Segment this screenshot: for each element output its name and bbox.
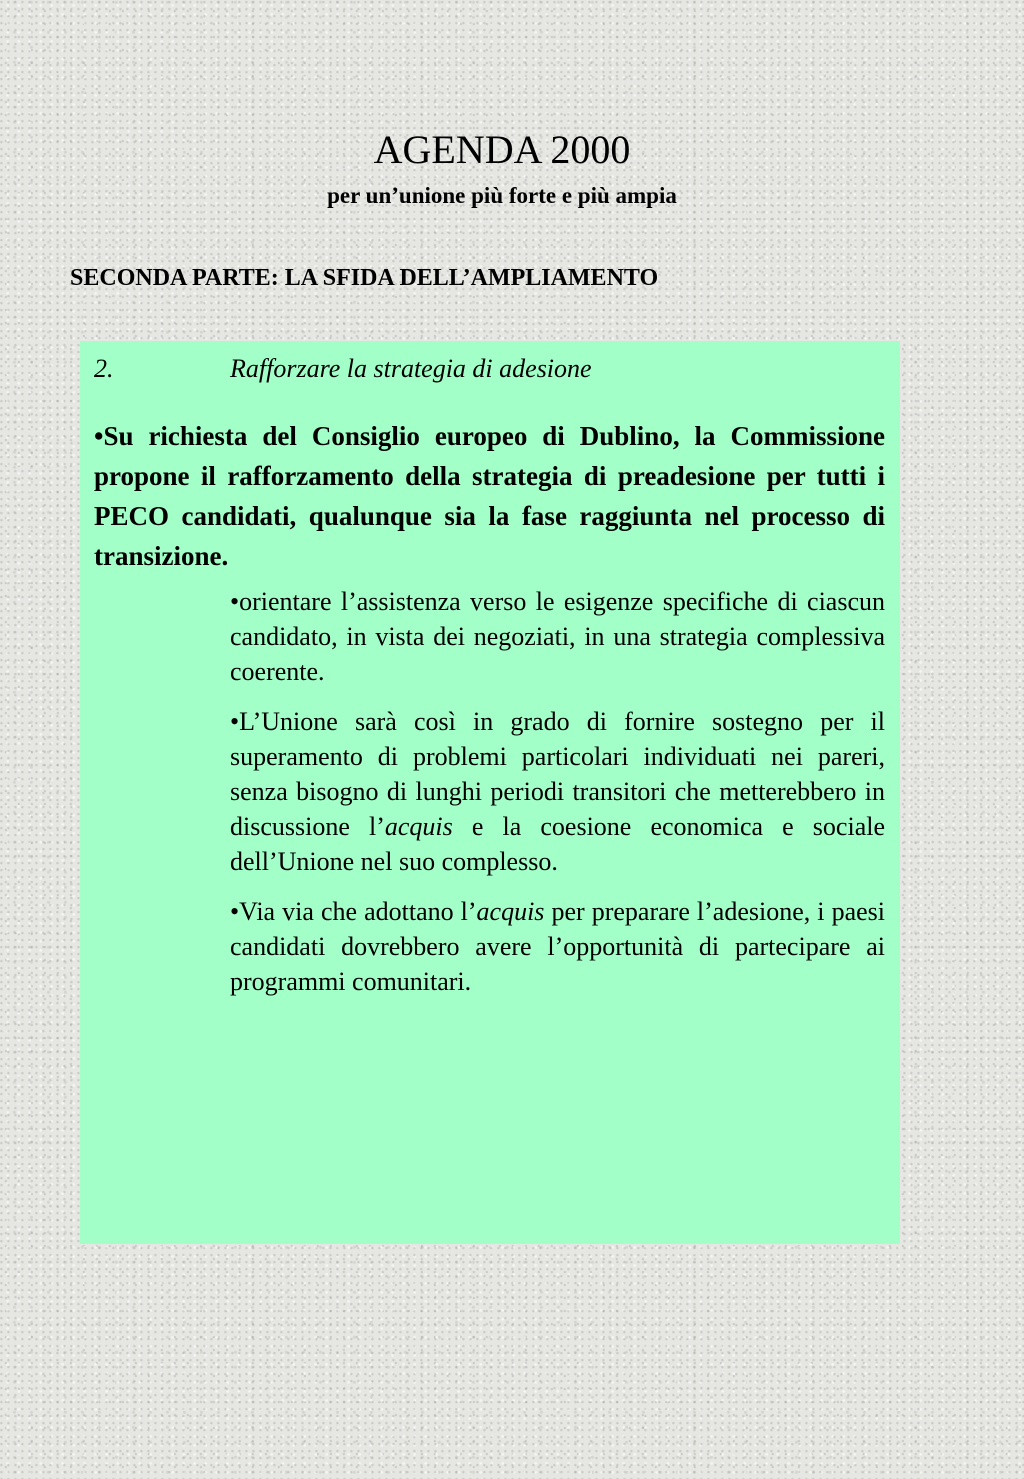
bullet-item xyxy=(230,894,885,999)
bullet-text: Via via che adottano l’ xyxy=(239,897,477,926)
section-title: Rafforzare la strategia di adesione xyxy=(230,354,592,383)
bullet-text-continued: per preparare l’adesione, i paesi candidati dovrebbero avere l’opportunità di partecipare ai programmi comunitari. xyxy=(230,897,886,996)
lead-paragraph xyxy=(94,416,885,576)
bullet-item xyxy=(230,584,885,689)
bullet-text: orientare l’assistenza verso le esigenze specifiche di ciascun candidato, in vista dei negoziati, in una strategia complessiva coerente. xyxy=(230,587,885,686)
bullet-italic-term: acquis xyxy=(476,897,545,926)
page-subtitle: per un’unione più forte e più ampia xyxy=(327,183,677,208)
bullet-text-continued: e la coesione economica e sociale dell’Unione nel suo complesso. xyxy=(230,812,885,876)
bullet-icon: • xyxy=(230,897,240,926)
bullet-icon: • xyxy=(230,707,240,736)
section-number: 2. xyxy=(94,354,114,383)
bullet-text: L’Unione sarà così in grado di fornire sostegno per il superamento di problemi particolari individuati nei pareri, senza bisogno di lunghi periodi transitori che metterebbero in discussione l’ xyxy=(230,707,885,841)
lead-text: Su richiesta del Consiglio europeo di Dublino, la Commissione propone il rafforzamento della strategia di preadesione per tutti i PECO candidati, qualunque sia la fase raggiunta nel processo di transizione. xyxy=(94,421,885,571)
part-heading: SECONDA PARTE: LA SFIDA DELL’AMPLIAMENTO xyxy=(70,265,659,291)
content-box xyxy=(80,341,900,1244)
bullet-icon: • xyxy=(94,421,104,451)
bullet-item xyxy=(230,704,885,879)
bullet-icon: • xyxy=(230,587,240,616)
section-heading xyxy=(94,351,885,391)
page-title: AGENDA 2000 xyxy=(373,127,631,172)
bullet-italic-term: acquis xyxy=(384,812,453,841)
bullet-list xyxy=(230,584,885,999)
